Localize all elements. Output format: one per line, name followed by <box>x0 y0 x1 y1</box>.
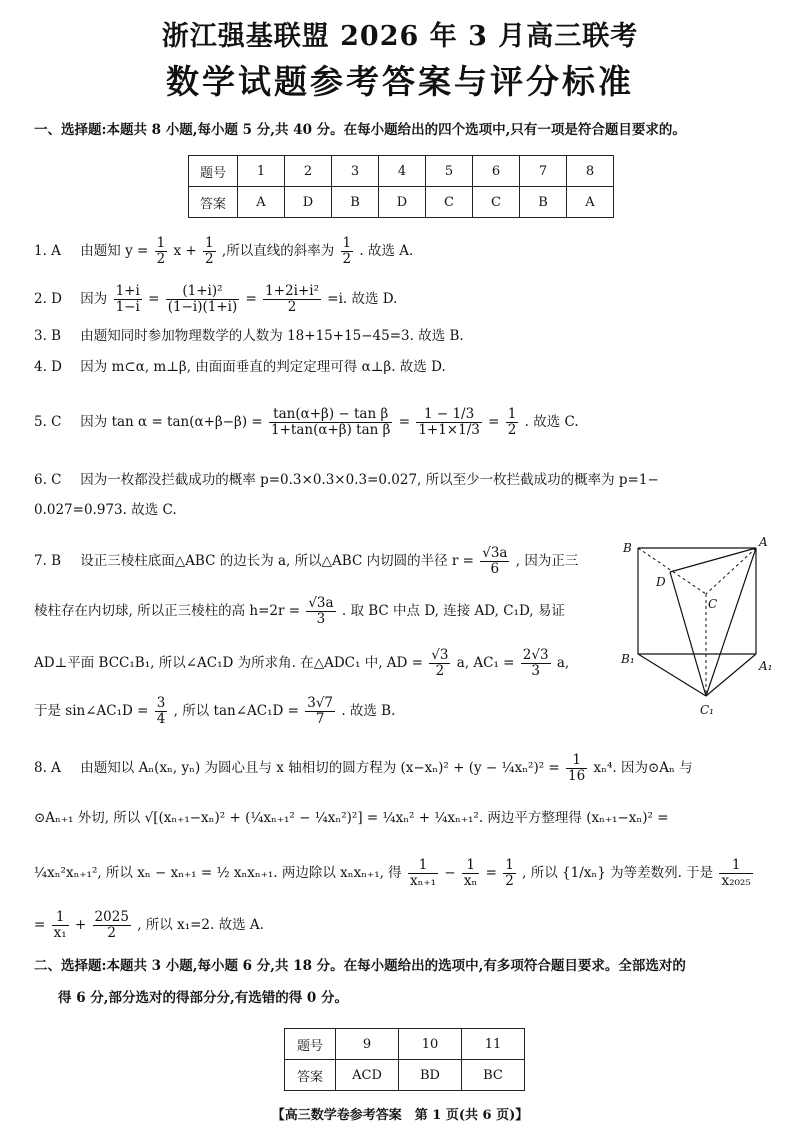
solution-8-cont <box>34 858 755 889</box>
fraction: $\frac{\text{tan(α+β) − tan β}}{\text{1+tan(α+β) tan β}}$ <box>271 406 391 438</box>
fraction: $\frac{1}{2}$ <box>507 406 517 438</box>
fraction: $\frac{1}{2}$ <box>342 235 352 267</box>
fraction: $\frac{1}{\text{xₙ}}$ <box>463 857 478 889</box>
table-row <box>285 1029 525 1060</box>
fraction: $\frac{3√7}{7}$ <box>307 695 334 727</box>
solution-text: 因为 tan α = tan(α+β−β) = <box>80 414 263 430</box>
table-cell: 答案 <box>285 1060 336 1091</box>
solution-5 <box>34 407 579 438</box>
table-cell: D <box>285 187 332 218</box>
table-cell: ACD <box>336 1060 399 1091</box>
segment-AC1 <box>706 548 756 696</box>
table-row <box>189 156 614 187</box>
solution-text: xₙ⁴. 因为⊙Aₙ 与 <box>593 760 693 776</box>
label-D: D <box>656 575 666 589</box>
prism-diagram <box>620 536 780 726</box>
fraction: $\frac{1}{16}$ <box>568 752 586 784</box>
table-cell: 4 <box>379 156 426 187</box>
solution-text: 由题知同时参加物理数学的人数为 18+15+15−45=3. 故选 B. <box>80 328 464 344</box>
fraction: $\frac{1}{\text{x₁}}$ <box>53 909 67 941</box>
segment-DA <box>670 548 756 572</box>
solution-number: 2. D <box>34 291 62 307</box>
solution-number: 1. A <box>34 243 61 259</box>
table-cell: 7 <box>520 156 567 187</box>
table-cell: 题号 <box>189 156 238 187</box>
solution-text: 因为一枚都没拦截成功的概率 p=0.3×0.3×0.3=0.027, 所以至少一枚拦截成功的概率为 p=1− <box>80 472 659 488</box>
answer-table-2 <box>284 1028 525 1091</box>
solution-7-cont <box>34 596 565 627</box>
solution-text: ,所以直线的斜率为 <box>221 243 335 259</box>
solution-text: , 因为正三 <box>515 553 579 569</box>
answer-table-1 <box>188 155 614 218</box>
table-cell: 6 <box>473 156 520 187</box>
solution-text: , 所以 tan∠AC₁D = <box>173 703 299 719</box>
solution-2 <box>34 284 397 315</box>
fraction: $\frac{1}{\text{x₂₀₂₅}}$ <box>721 857 751 889</box>
table-cell: C <box>426 187 473 218</box>
solution-text: 由题知 y = <box>80 243 149 259</box>
solution-text: =i. 故选 D. <box>327 291 398 307</box>
solution-text: . 故选 B. <box>341 703 396 719</box>
fraction: $\frac{1 - 1/3}{1+1\times 1/3}$ <box>418 406 480 438</box>
solution-number: 8. A <box>34 760 61 776</box>
solution-1 <box>34 236 413 267</box>
solution-6 <box>34 470 659 490</box>
fraction: $\frac{1}{2}$ <box>205 235 214 267</box>
solution-text: − <box>444 865 456 881</box>
solution-text: + <box>74 917 87 933</box>
table-cell: A <box>567 187 614 218</box>
label-A1: A₁ <box>759 659 773 673</box>
solution-8-cont <box>34 808 669 828</box>
solution-text: 于是 sin∠AC₁D = <box>34 703 149 719</box>
table-cell: D <box>379 187 426 218</box>
solution-text: . 故选 A. <box>359 243 414 259</box>
solution-text: 因为 <box>80 291 108 307</box>
solution-8-cont <box>34 910 264 941</box>
fraction: $\frac{1+i}{1-i}$ <box>115 283 140 315</box>
solution-text: , 所以 {1/xₙ} 为等差数列. 于是 <box>522 865 714 881</box>
solution-text: = <box>488 414 500 430</box>
solution-number: 5. C <box>34 414 62 430</box>
solution-text: a, AC₁ = <box>456 655 515 671</box>
solution-text: 由题知以 Aₙ(xₙ, yₙ) 为圆心且与 x 轴相切的圆方程为 (x−xₙ)² + (y − ¼xₙ²)² = <box>80 760 560 776</box>
label-C: C <box>708 597 718 611</box>
table-cell: BD <box>399 1060 462 1091</box>
table-row <box>285 1060 525 1091</box>
solution-text: , 所以 x₁=2. 故选 A. <box>137 917 264 933</box>
fraction: $\frac{1}{2}$ <box>505 857 514 889</box>
table-cell: 题号 <box>285 1029 336 1060</box>
solution-4 <box>34 357 446 377</box>
solution-6-cont <box>34 500 177 520</box>
table-cell: 10 <box>399 1029 462 1060</box>
solution-number: 4. D <box>34 359 62 375</box>
label-A: A <box>759 536 768 549</box>
solution-text: ⊙Aₙ₊₁ 外切, 所以 √[(xₙ₊₁−xₙ)² + (¼xₙ₊₁² − ¼xₙ²)²] = ¼xₙ² + ¼xₙ₊₁². 两边平方整理得 (xₙ₊₁−xₙ)² = <box>34 810 669 826</box>
table-cell: C <box>473 187 520 218</box>
table-cell: BC <box>462 1060 525 1091</box>
solution-text: 0.027=0.973. 故选 C. <box>34 502 177 518</box>
solution-text: = <box>485 865 497 881</box>
fraction: $\frac{2√3}{3}$ <box>522 647 549 679</box>
solution-7-cont <box>34 648 569 679</box>
fraction: $\frac{1}{2}$ <box>156 235 166 267</box>
solution-text: 因为 m⊂α, m⊥β, 由面面垂直的判定定理可得 α⊥β. 故选 D. <box>80 359 446 375</box>
table-cell: 8 <box>567 156 614 187</box>
solution-3 <box>34 326 464 346</box>
solution-text: . 取 BC 中点 D, 连接 AD, C₁D, 易证 <box>341 603 565 619</box>
fraction: $\frac{√3a}{6}$ <box>482 545 508 577</box>
solution-text: = <box>34 917 46 933</box>
section1-heading: 一、选择题:本题共 8 小题,每小题 5 分,共 40 分。在每小题给出的四个选项中,只有一项是符合题目要求的。 <box>34 122 686 138</box>
table-cell: 9 <box>336 1029 399 1060</box>
fraction: $\frac{\text{1+2i+i²}}{2}$ <box>265 283 319 315</box>
label-B: B <box>623 541 632 555</box>
table-cell: 答案 <box>189 187 238 218</box>
solution-text: ¼xₙ²xₙ₊₁², 所以 xₙ − xₙ₊₁ = ½ xₙxₙ₊₁. 两边除以 xₙxₙ₊₁, 得 <box>34 865 402 881</box>
solution-text: 棱柱存在内切球, 所以正三棱柱的高 h=2r = <box>34 603 301 619</box>
fraction: $\frac{3}{4}$ <box>156 695 166 727</box>
solution-number: 6. C <box>34 472 62 488</box>
solution-7 <box>34 546 578 577</box>
solution-number: 3. B <box>34 328 62 344</box>
solution-text: = <box>245 291 257 307</box>
solution-7-cont <box>34 696 395 727</box>
table-cell: 3 <box>332 156 379 187</box>
solution-text: = <box>398 414 411 430</box>
table-cell: B <box>332 187 379 218</box>
table-cell: 5 <box>426 156 473 187</box>
fraction: $\frac{1}{\text{xₙ₊₁}}$ <box>409 857 436 889</box>
solution-text: x + <box>173 243 197 259</box>
label-C1: C₁ <box>700 703 714 717</box>
page-title: 浙江强基联盟 2026 年 3 月高三联考 <box>161 21 639 52</box>
fraction: $\frac{\text{(1+i)²}}{(1-i)(1+i)}$ <box>167 283 238 315</box>
solution-number: 7. B <box>34 553 62 569</box>
label-B1: B₁ <box>621 652 635 666</box>
page-subtitle: 数学试题参考答案与评分标准 <box>166 62 634 101</box>
solution-text: a, <box>556 655 570 671</box>
fraction: $\frac{√3a}{3}$ <box>308 595 334 627</box>
solution-text: . 故选 C. <box>524 414 579 430</box>
solution-text: = <box>148 291 160 307</box>
solution-8 <box>34 753 693 784</box>
page-footer: 【高三数学卷参考答案 第 1 页(共 6 页)】 <box>271 1108 529 1123</box>
solution-text: AD⊥平面 BCC₁B₁, 所以∠AC₁D 为所求角. 在△ADC₁ 中, AD = <box>34 655 423 671</box>
table-cell: B <box>520 187 567 218</box>
table-cell: 1 <box>238 156 285 187</box>
table-row <box>189 187 614 218</box>
solution-text: 设正三棱柱底面△ABC 的边长为 a, 所以△ABC 内切圆的半径 r = <box>80 553 474 569</box>
table-cell: 2 <box>285 156 332 187</box>
table-cell: 11 <box>462 1029 525 1060</box>
section2-heading-cont: 得 6 分,部分选对的得部分分,有选错的得 0 分。 <box>58 990 348 1006</box>
section2-heading: 二、选择题:本题共 3 小题,每小题 6 分,共 18 分。在每小题给出的选项中,有多项符合题目要求。全部选对的 <box>34 958 686 974</box>
table-cell: A <box>238 187 285 218</box>
fraction: $\frac{2025}{2}$ <box>94 909 129 941</box>
fraction: $\frac{√3}{2}$ <box>431 647 449 679</box>
